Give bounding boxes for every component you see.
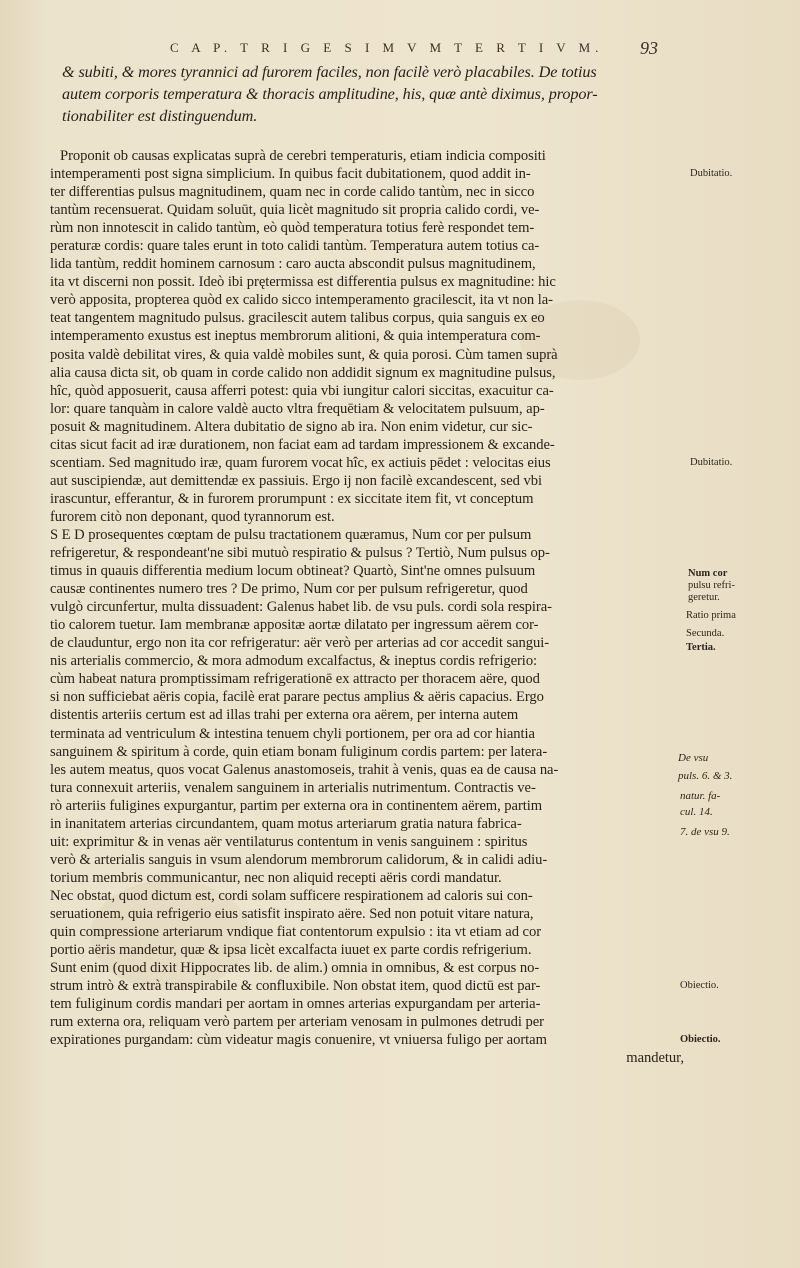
text-line: lida tantùm, reddit hominem carnosum : caro aucta abscondit pulsus magnitudinem, (50, 256, 536, 273)
margin-note-citation: cul. 14. (680, 806, 713, 818)
text-line: Sunt enim (quod dixit Hippocrates lib. de alim.) omnia in omnibus, & est corpus no- (50, 960, 540, 977)
text-line: tio calorem tuetur. Iam membranæ appositæ aortæ dilatato per ingressum aërem cor- (50, 617, 539, 634)
text-line: ter differentias pulsus magnitudinem, quam nec in corde calido tantùm, nec in sicco (50, 184, 535, 201)
running-title: C A P. T R I G E S I M V M T E R T I V M. (170, 40, 604, 55)
text-line: posuit & magnitudinem. Altera dubitatio de signo ab ira. Non enim videtur, cur sic- (50, 418, 533, 435)
text-line: rum externa ora, reliquam verò partem per arteriam venosam in pulmones detrudi per (50, 1014, 544, 1031)
margin-note-obiectio: Obiectio. (680, 980, 719, 991)
text-line: hîc, quòd apposuerit, causa afferri potest: quia vbi iungitur calori siccitas, exacuitur ca- (50, 382, 554, 399)
text-line: S E D prosequentes cœptam de pulsu tractationem quæramus, Num cor per pulsum (50, 526, 532, 543)
text-line: causæ continentes numero tres ? De primo, Num cor per pulsum refrigeretur, quod (50, 581, 528, 598)
text-line: tantùm recensuerat. Quidam soluūt, quia licèt magnitudo sit propria calido cordi, ve- (50, 202, 540, 219)
italic-line: & subiti, & mores tyrannici ad furorem faciles, non facilè verò placabiles. De totius (62, 63, 597, 81)
commentary-text (50, 147, 684, 1067)
text-line: tura connexuit arteriis, venalem sanguinem in arterialis nutrimentum. Contractis ve- (50, 779, 536, 796)
text-line: tem fuliginum cordis mandari per aortam in omnes arterias expurgandam per arteria- (50, 996, 541, 1013)
page-number: 93 (640, 38, 658, 58)
margin-note-dubitatio: Dubitatio. (690, 457, 733, 468)
text-line: teat tangentem magnitudo pulsus. gracilescit autem talibus corpus, quia sanguis ex eo (50, 310, 545, 327)
text-line: portio aëris mandetur, quæ & ipsa licèt excalfacta iuuet ex parte cordis refrigerium. (50, 942, 532, 959)
text-line: nis arterialis commercio, & mora admodum excalfactus, & ineptus cordis refrigerio: (50, 653, 538, 670)
margin-note-citation: puls. 6. & 3. (678, 770, 733, 782)
text-line: alia causa dicta sit, ob quam in corde calido non addidit signum ex magnitudine pulsus, (50, 364, 556, 381)
margin-note-dubitatio: Dubitatio. (690, 168, 733, 179)
margin-note-citation: 7. de vsu 9. (680, 826, 730, 838)
text-line: quin compressione arteriarum vndique fiat contentorum expulsio : ita vt etiam ad cor (50, 924, 542, 941)
text-line: terminata ad ventriculum & intestina tenuem chyli portionem, per ora ad cor hiantia (50, 725, 535, 742)
text-line: verò apposita, propterea quòd ex calido sicco intemperamento gracilescit, ita vt non la- (50, 292, 553, 309)
text-line: strum intrò & extrà transpirabile & confluxibile. Non obstat item, quod dictū est par- (50, 978, 541, 995)
margin-note: geretur. (688, 592, 720, 603)
text-line: seruationem, quia refrigerio eius satisfit inspirato aëre. Sed non potuit vitare natura, (50, 905, 534, 922)
text-line: expirationes purgandam: cùm videatur magis conuenire, vt vniuersa fuligo per aortam (50, 1032, 547, 1049)
italic-line: tionabiliter est distinguendum. (62, 107, 258, 125)
text-line: torium membris communicantur, nec non aliquid recepti aëris cordi mandatur. (50, 869, 502, 886)
margin-note-secunda: Secunda. (686, 628, 725, 639)
margin-note-citation: natur. fa- (680, 790, 721, 802)
margin-note-num-cor: Num cor (688, 568, 728, 579)
text-line: lor: quare tanquàm in calore valdè aucto vltra frequētiam & velocitatem pulsuum, ap- (50, 400, 545, 417)
text-line: si non sufficiebat aëris copia, facilè erat parare pectus amplius & aëris capacius. Ergo (50, 689, 544, 706)
text-line: citas sicut facit ad iræ durationem, non faciat eam ad tardam impressionem & excande- (50, 436, 555, 453)
italic-line: autem corporis temperatura & thoracis amplitudine, his, quæ antè diximus, propor- (62, 85, 598, 103)
text-line: posita valdè debilitat vires, & quia valdè mobiles sunt, & quia porosi. Cùm tamen suprà (50, 346, 558, 363)
margin-note: pulsu refri- (688, 580, 735, 591)
text-line: furorem citò non deponant, quod tyrannorum est. (50, 508, 335, 525)
text-line: peraturæ cordis: quare tales erunt in toto calidi tantùm. Temperatura autem totius ca- (50, 238, 540, 255)
text-line: intemperamento exustus est ineptus membrorum alitioni, & quia intemperatura com- (50, 328, 541, 345)
margin-note-ratio-prima: Ratio prima (686, 610, 736, 621)
text-line: Proponit ob causas explicatas suprà de cerebri temperaturis, etiam indicia compositi (60, 148, 546, 164)
margin-note-citation: De vsu (678, 752, 709, 764)
text-line: scentiam. Sed magnitudo iræ, quam furorem vocat hîc, ex actiuis pēdet : velocitas eius (50, 454, 551, 471)
text-line: Nec obstat, quod dictum est, cordi solam sufficere respirationem ad caloris sui con- (50, 887, 533, 904)
text-line: aut suscipiendæ, aut demittendæ ex passiuis. Ergo ij non facilè excandescent, sed vbi (50, 472, 542, 489)
text-line: distentis arteriis certum est ad illas trahi per externa ora aërem, per interna autem (50, 707, 519, 724)
text-line: ita vt discerni non possit. Ideò ibi prętermissa est differentia pulsus ex magnitudine: hic (50, 274, 556, 291)
text-line: vulgò circunfertur, multa dissuadent: Galenus habet lib. de vsu puls. cordi sola respira- (50, 599, 552, 616)
text-line: irascuntur, efferantur, & in furorem prorumpunt : ex siccitate item fit, vt conceptum (50, 490, 534, 507)
italic-summary (62, 61, 702, 127)
text-line: cùm habeat natura promptissimam refrigerationē ex attracto per thoracem aëre, quod (50, 671, 540, 688)
text-line: timus in quauis differentia medium locum obtineat? Quartò, Sint'ne omnes pulsuum (50, 563, 536, 580)
text-line: rò arteriis fuligines expurgantur, partim per externa ora in continentem aërem, partim (50, 797, 543, 814)
text-line: de clauduntur, ergo non ita cor refrigeratur: aër verò per arterias ad cor accedit sangui- (50, 635, 550, 652)
margin-note-obiectio: Obiectio. (680, 1034, 721, 1045)
text-line: rùm non innotescit in calido tantùm, eò quòd temperatura totius ferè respondet tem- (50, 220, 535, 237)
text-line: les autem meatus, quos vocat Galenus anastomoseis, trahit à venis, quas ea de causa na- (50, 761, 559, 778)
text-line: uit: exprimitur & in venas aër ventilaturus contentum in venis sanguinem : spiritus (50, 833, 528, 850)
margin-note-tertia: Tertia. (686, 642, 716, 653)
text-line: verò & arterialis sanguis in vsum alendorum membrorum calidorum, & in calidi adiu- (50, 851, 548, 868)
text-line: mandetur, (626, 1050, 684, 1067)
text-line: intemperamenti post signa simplicium. In quibus facit dubitationem, quod addit in- (50, 166, 531, 183)
text-line: in inanitatem arterias circundantem, quam motus arteriarum gratia natura fabrica- (50, 815, 522, 832)
text-line: refrigeretur, & respondeant'ne sibi mutuò respiratio & pulsus ? Tertiò, Num pulsus op- (50, 545, 550, 562)
text-line: sanguinem & spiritum à corde, quin etiam bonam fuliginum cordis partem: per latera- (50, 743, 548, 760)
